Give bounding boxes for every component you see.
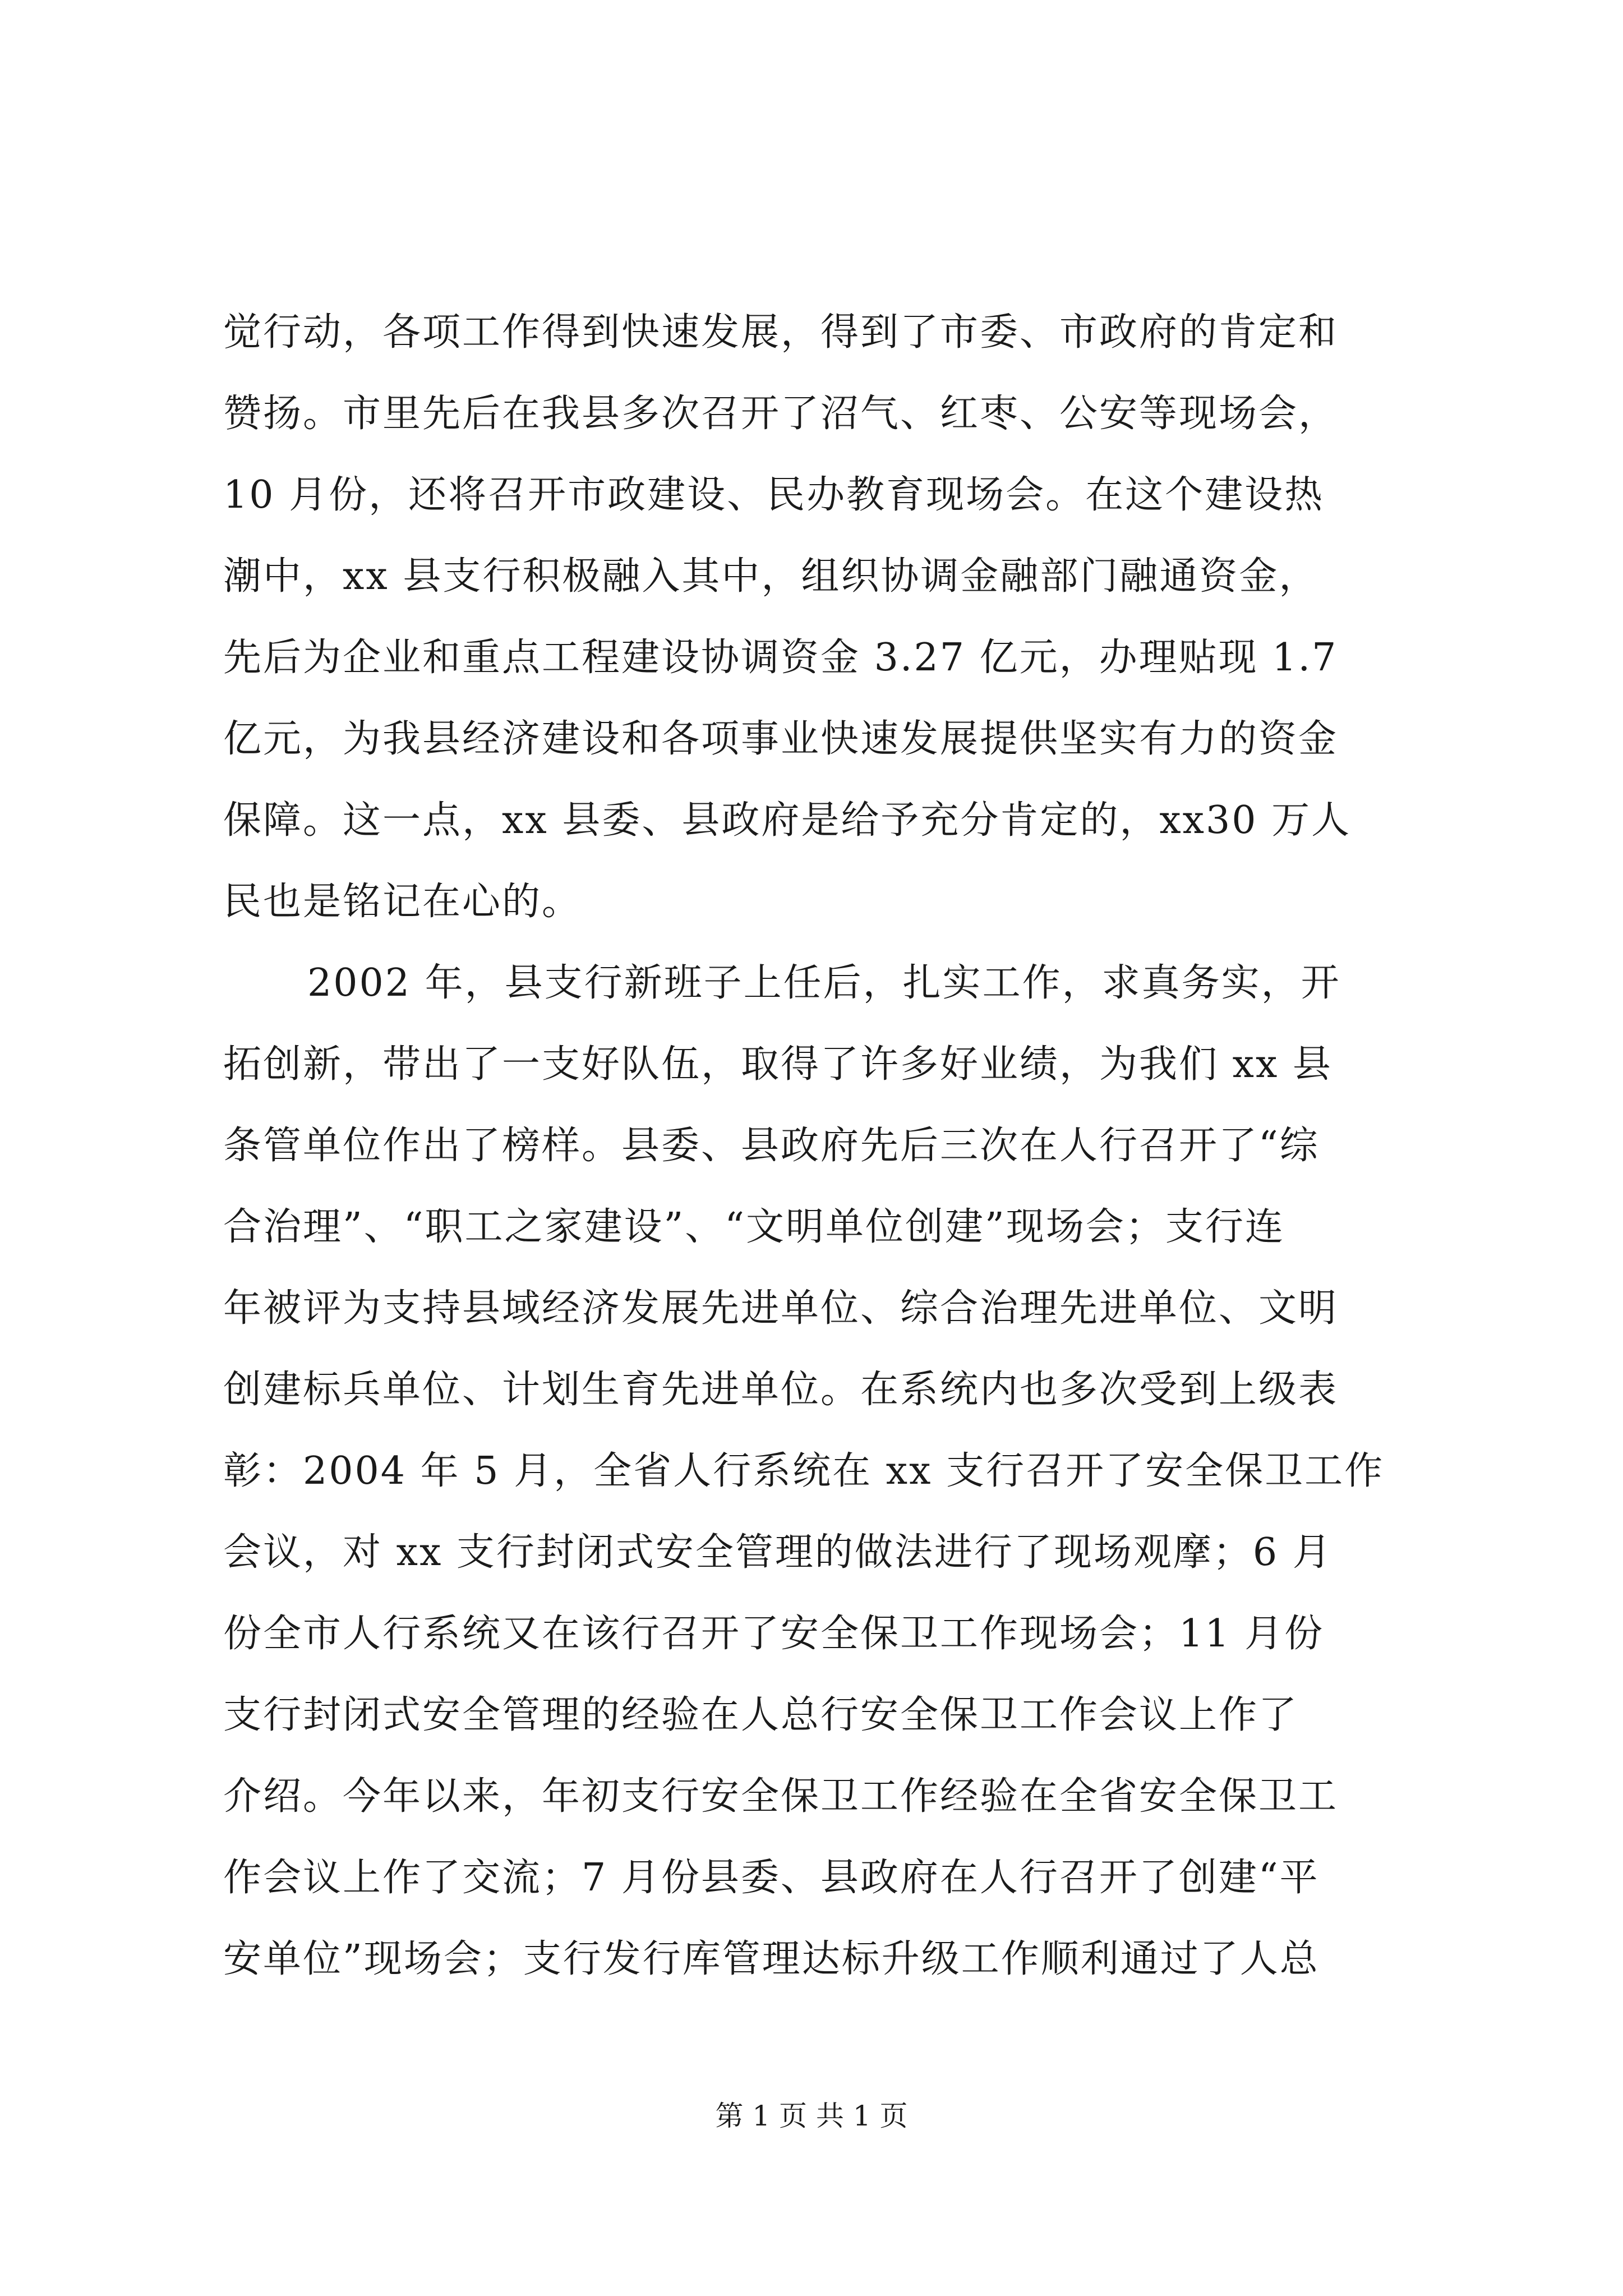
- text-line: 赞扬。市里先后在我县多次召开了沼气、红枣、公安等现场会，: [223, 392, 1339, 436]
- text-line: 介绍。今年以来，年初支行安全保卫工作经验在全省安全保卫工: [223, 1774, 1339, 1819]
- text-line: 支行封闭式安全管理的经验在人总行安全保卫工作会议上作了: [223, 1693, 1299, 1737]
- text-line: 潮中，xx 县支行积极融入其中，组织协调金融部门融通资金，: [223, 554, 1319, 599]
- text-line: 合治理”、“职工之家建设”、“文明单位创建”现场会；支行连: [223, 1205, 1285, 1249]
- text-line: 年被评为支持县域经济发展先进单位、综合治理先进单位、文明: [223, 1286, 1339, 1331]
- text-line: 10 月份，还将召开市政建设、民办教育现场会。在这个建设热: [223, 473, 1325, 517]
- text-line: 创建标兵单位、计划生育先进单位。在系统内也多次受到上级表: [223, 1368, 1339, 1412]
- text-line: 份全市人行系统又在该行召开了安全保卫工作现场会；11 月份: [223, 1612, 1325, 1656]
- text-line: 作会议上作了交流；7 月份县委、县政府在人行召开了创建“平: [223, 1856, 1320, 1900]
- text-line: 亿元，为我县经济建设和各项事业快速发展提供坚实有力的资金: [223, 717, 1339, 761]
- text-line: 条管单位作出了榜样。县委、县政府先后三次在人行召开了“综: [223, 1124, 1320, 1168]
- text-line: 民也是铭记在心的。: [223, 880, 582, 924]
- paragraph-start-line: 2002 年，县支行新班子上任后，扎实工作，求真务实，开: [307, 961, 1341, 1005]
- text-line: 拓创新，带出了一支好队伍，取得了许多好业绩，为我们 xx 县: [223, 1042, 1332, 1087]
- text-line: 彰：2004 年 5 月，全省人行系统在 xx 支行召开了安全保卫工作: [223, 1449, 1385, 1493]
- text-line: 觉行动，各项工作得到快速发展，得到了市委、市政府的肯定和: [223, 310, 1339, 355]
- text-line: 保障。这一点，xx 县委、县政府是给予充分肯定的，xx30 万人: [223, 798, 1352, 843]
- text-line: 会议，对 xx 支行封闭式安全管理的做法进行了现场观摩；6 月: [223, 1530, 1332, 1575]
- body-text: [223, 292, 1401, 2000]
- text-line: 安单位”现场会；支行发行库管理达标升级工作顺利通过了人总: [223, 1937, 1320, 1981]
- page-footer: 第 1 页 共 1 页: [715, 2100, 908, 2132]
- text-line: 先后为企业和重点工程建设协调资金 3.27 亿元，办理贴现 1.7: [223, 636, 1338, 680]
